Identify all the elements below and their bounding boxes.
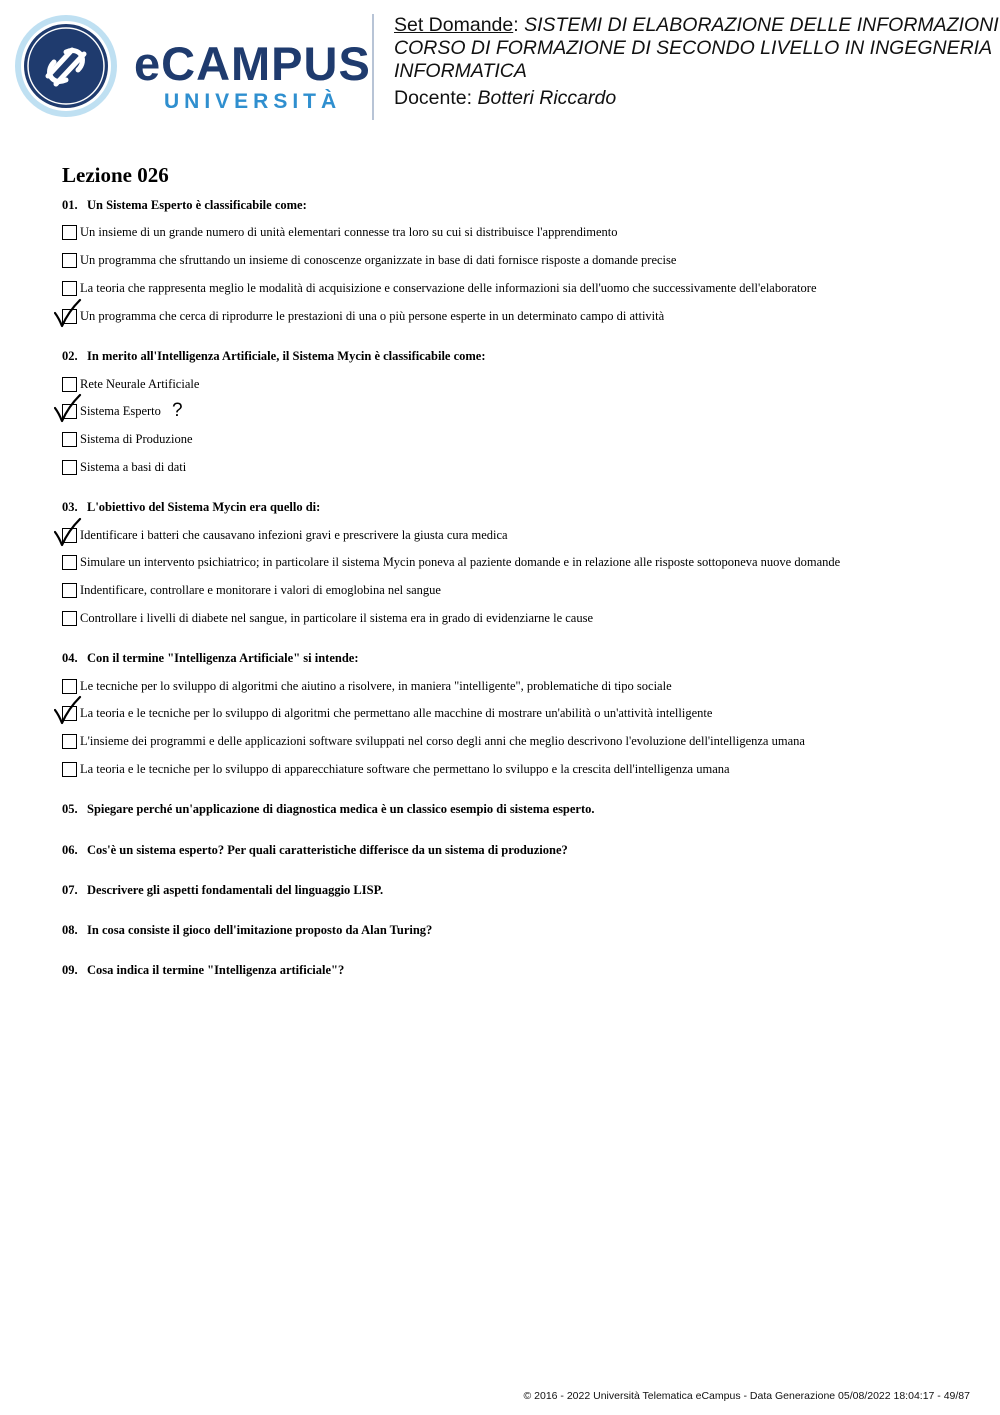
answer-text: La teoria e le tecniche per lo sviluppo di apparecchiature software che permettano lo sviluppo e la crescita dell'intelligenza umana — [80, 762, 730, 776]
answer-checkbox[interactable] — [62, 377, 77, 392]
ecampus-seal-icon — [14, 14, 118, 118]
answer-text: L'insieme dei programmi e delle applicazioni software sviluppati nel corso degli anni che meglio descrivono l'evoluzione dell'intelligenza umana — [80, 734, 805, 748]
handwritten-check-icon — [54, 517, 84, 547]
answer-checkbox[interactable] — [62, 611, 77, 626]
answer-text: Sistema a basi di dati — [80, 460, 187, 474]
question-7 — [62, 883, 383, 898]
lesson-title: Lezione 026 — [62, 163, 169, 187]
answer-checkbox[interactable] — [62, 253, 77, 268]
docente-name: Botteri Riccardo — [477, 87, 617, 109]
question-2 — [62, 349, 486, 364]
question-text: Spiegare perché un'applicazione di diagnostica medica è un classico esempio di sistema esperto. — [87, 802, 595, 816]
question-number: 05. — [62, 802, 78, 816]
set-label: Set Domande — [394, 14, 514, 36]
question-text: Cos'è un sistema esperto? Per quali caratteristiche differisce da un sistema di produzione? — [87, 843, 568, 857]
question-4 — [62, 651, 358, 666]
handwritten-check-icon — [54, 298, 84, 328]
question-number: 04. — [62, 651, 78, 665]
answer-checkbox[interactable] — [62, 555, 77, 570]
question-number: 02. — [62, 349, 78, 363]
question-number: 08. — [62, 923, 78, 937]
question-8 — [62, 923, 432, 938]
question-text: Un Sistema Esperto è classificabile come: — [87, 198, 307, 212]
answer-checkbox[interactable] — [62, 460, 77, 475]
set-title: SISTEMI DI ELABORAZIONE DELLE INFORMAZIONI — [524, 14, 999, 36]
answer-checkbox[interactable] — [62, 432, 77, 447]
course-line — [394, 37, 994, 83]
question-text: Descrivere gli aspetti fondamentali del linguaggio LISP. — [87, 883, 384, 897]
question-number: 03. — [62, 500, 78, 514]
question-number: 01. — [62, 198, 78, 212]
answer-text: Rete Neurale Artificiale — [80, 377, 200, 391]
question-9 — [62, 963, 344, 978]
question-text: Cosa indica il termine "Intelligenza artificiale"? — [87, 963, 345, 977]
answer-text: La teoria che rappresenta meglio le modalità di acquisizione e conservazione delle informazioni sia dell'uomo che successivamente dell'elaboratore — [80, 281, 817, 295]
question-text: In cosa consiste il gioco dell'imitazione proposto da Alan Turing? — [87, 923, 433, 937]
answer-text: Un programma che cerca di riprodurre le prestazioni di una o più persone esperte in un determinato campo di attività — [80, 309, 665, 323]
header-divider — [372, 14, 374, 120]
question-number: 09. — [62, 963, 78, 977]
logo-subtitle: UNIVERSITÀ — [164, 90, 342, 113]
question-text: L'obiettivo del Sistema Mycin era quello di: — [87, 500, 321, 514]
handwritten-question-mark: ? — [172, 400, 183, 421]
course-name: CORSO DI FORMAZIONE DI SECONDO LIVELLO IN INGEGNERIA INFORMATICA — [394, 37, 992, 82]
answer-text: La teoria e le tecniche per lo sviluppo di algoritmi che permettano alle macchine di mostrare un'abilità o un'attività intelligente — [80, 706, 713, 720]
question-5 — [62, 802, 595, 817]
answer-checkbox[interactable] — [62, 281, 77, 296]
answer-checkbox[interactable] — [62, 734, 77, 749]
answer-text: Sistema Esperto — [80, 404, 161, 418]
page-footer: © 2016 - 2022 Università Telematica eCampus - Data Generazione 05/08/2022 18:04:17 - 49/87 — [523, 1390, 970, 1402]
answer-checkbox[interactable] — [62, 583, 77, 598]
answer-text: Sistema di Produzione — [80, 432, 193, 446]
question-3 — [62, 500, 320, 515]
answer-checkbox[interactable] — [62, 762, 77, 777]
docente-label: Docente: — [394, 87, 473, 109]
answer-checkbox[interactable] — [62, 679, 77, 694]
answer-text: Un insieme di un grande numero di unità elementari connesse tra loro su cui si distribuisce l'apprendimento — [80, 225, 618, 239]
ecampus-logo — [14, 14, 371, 118]
question-1 — [62, 198, 307, 213]
handwritten-check-icon — [54, 695, 84, 725]
set-title-line: Set Domande: SISTEMI DI ELABORAZIONE DELLE INFORMAZIONI — [394, 14, 999, 36]
handwritten-check-icon — [54, 393, 84, 423]
answer-checkbox[interactable] — [62, 225, 77, 240]
answer-text: Le tecniche per lo sviluppo di algoritmi che aiutino a risolvere, in maniera "intelligente", problematiche di tipo sociale — [80, 679, 672, 693]
answer-text: Simulare un intervento psichiatrico; in particolare il sistema Mycin poneva al paziente domande e in relazione alle risposte sottoponeva nuove domande — [80, 555, 841, 569]
answer-text: Controllare i livelli di diabete nel sangue, in particolare il sistema era in grado di evidenziarne le cause — [80, 611, 594, 625]
logo-wordmark: eCAMPUS — [134, 37, 371, 90]
question-number: 07. — [62, 883, 78, 897]
question-6 — [62, 843, 568, 858]
question-text: Con il termine "Intelligenza Artificiale" si intende: — [87, 651, 359, 665]
header-info — [394, 14, 999, 110]
docente-line — [394, 87, 994, 110]
question-text: In merito all'Intelligenza Artificiale, il Sistema Mycin è classificabile come: — [87, 349, 486, 363]
answer-text: Identificare i batteri che causavano infezioni gravi e prescrivere la giusta cura medica — [80, 528, 508, 542]
question-number: 06. — [62, 843, 78, 857]
answer-text: Un programma che sfruttando un insieme di conoscenze organizzate in base di dati fornisce risposte a domande precise — [80, 253, 677, 267]
answer-text: Indentificare, controllare e monitorare i valori di emoglobina nel sangue — [80, 583, 441, 597]
